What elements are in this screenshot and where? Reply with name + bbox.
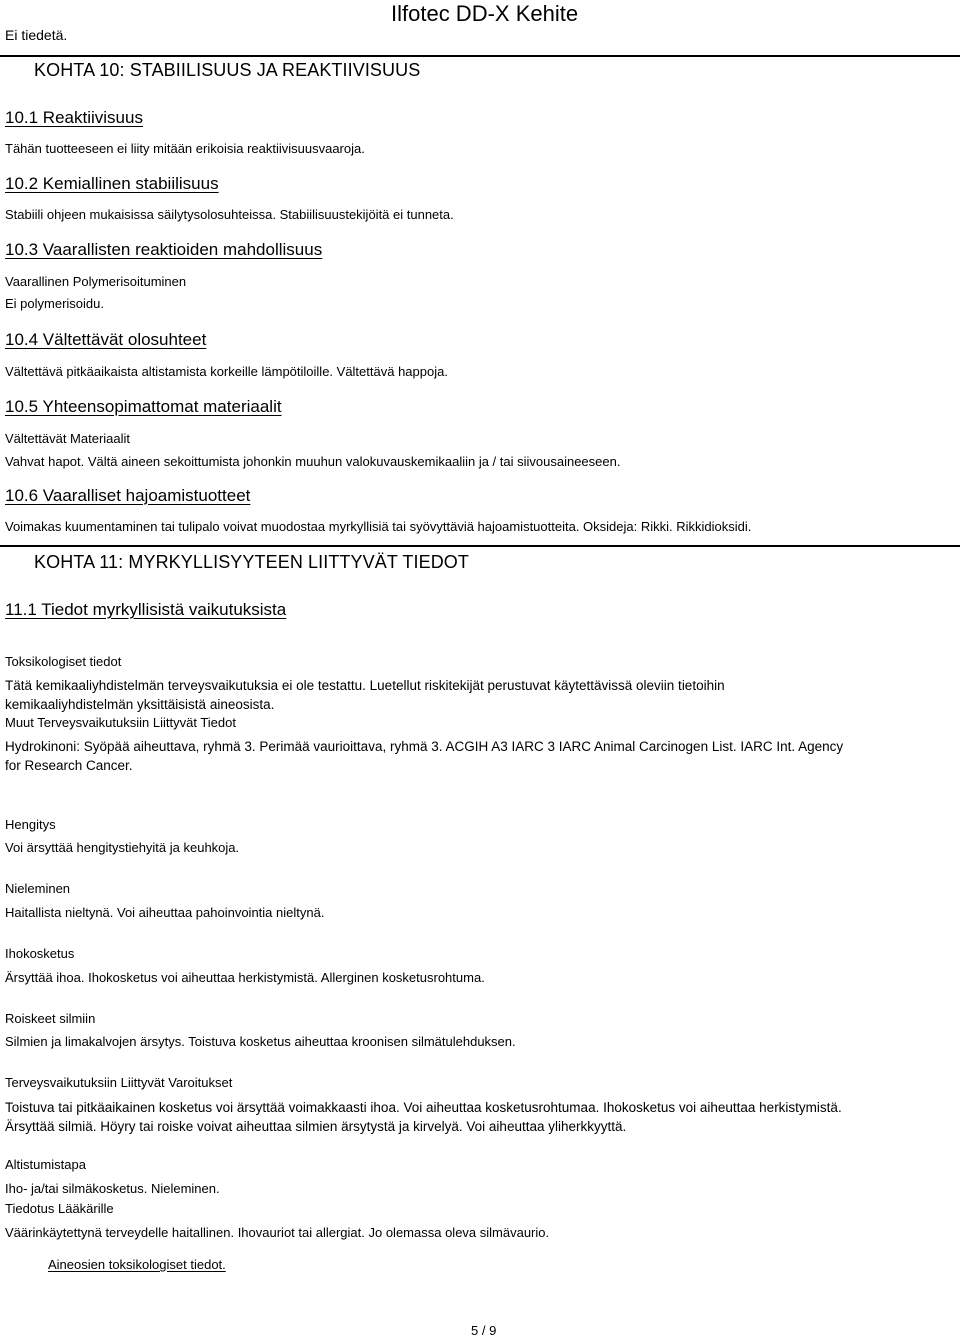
document-title: Ilfotec DD-X Kehite (391, 1, 579, 26)
physician-text: Väärinkäytettynä terveydelle haitallinen. Ihovauriot tai allergiat. Jo olemassa oleva silmävaurio. (5, 1225, 550, 1240)
tox-label: Toksikologiset tiedot (5, 654, 122, 669)
polymerisation-text: Ei polymerisoidu. (5, 296, 104, 311)
subsection-10-2-title: 10.2 Kemiallinen stabiilisuus (5, 174, 219, 193)
section-divider (0, 545, 960, 547)
materials-label: Vältettävät Materiaalit (5, 431, 131, 446)
tox-text: Tätä kemikaaliyhdistelmän terveysvaikutuksia ei ole testattu. Luetellut riskitekijät perustuvat käytettävissä oleviin tietoihin kemikaaliyhdistelmän yksittäisistä aineosista. (5, 678, 725, 712)
section-11-title: KOHTA 11: MYRKYLLISYYTEEN LIITTYVÄT TIEDOT (34, 552, 469, 572)
eye-label: Roiskeet silmiin (5, 1011, 96, 1026)
reactivity-text: Tähän tuotteeseen ei liity mitään erikoisia reaktiivisuusvaaroja. (5, 141, 365, 156)
ingestion-label: Nieleminen (5, 881, 71, 896)
skin-label: Ihokosketus (5, 946, 75, 961)
inhalation-text: Voi ärsyttää hengitystiehyitä ja keuhkoja. (5, 840, 240, 855)
subsection-10-5-title: 10.5 Yhteensopimattomat materiaalit (5, 397, 282, 416)
polymerisation-label: Vaarallinen Polymerisoituminen (5, 274, 187, 289)
materials-text: Vahvat hapot. Vältä aineen sekoittumista johonkin muuhun valokuvauskemikaaliin ja / tai siivousaineeseen. (5, 454, 621, 469)
other-health-label: Muut Terveysvaikutuksiin Liittyvät Tiedot (5, 715, 236, 730)
ingestion-text: Haitallista nieltynä. Voi aiheuttaa pahoinvointia nieltynä. (5, 905, 325, 920)
section-10-title: KOHTA 10: STABIILISUUS JA REAKTIIVISUUS (34, 60, 421, 80)
header-left-text: Ei tiedetä. (5, 27, 68, 43)
page-number: 5 / 9 (471, 1323, 497, 1338)
decomposition-text: Voimakas kuumentaminen tai tulipalo voivat muodostaa myrkyllisiä tai syövyttäviä hajoamistuotteita. Oksideja: Rikki. Rikkidioksidi. (5, 519, 752, 534)
other-health-text: Hydrokinoni: Syöpää aiheuttava, ryhmä 3. Perimää vaurioittava, ryhmä 3. ACGIH A3 IARC 3 IARC Animal Carcinogen List. IARC Int. Agency for Research Cancer. (5, 739, 844, 773)
subsection-11-1-title: 11.1 Tiedot myrkyllisistä vaikutuksista (5, 600, 287, 619)
eye-text: Silmien ja limakalvojen ärsytys. Toistuva kosketus aiheuttaa kroonisen silmätulehduksen. (5, 1034, 516, 1049)
inhalation-label: Hengitys (5, 817, 56, 832)
stability-text: Stabiili ohjeen mukaisissa säilytysolosuhteissa. Stabiilisuustekijöitä ei tunneta. (5, 207, 454, 222)
section-divider (0, 55, 960, 57)
skin-text: Ärsyttää ihoa. Ihokosketus voi aiheuttaa herkistymistä. Allerginen kosketusrohtuma. (5, 970, 485, 985)
exposure-route-label: Altistumistapa (5, 1157, 86, 1172)
subsection-10-3-title: 10.3 Vaarallisten reaktioiden mahdollisuus (5, 240, 323, 259)
subsection-10-1-title: 10.1 Reaktiivisuus (5, 108, 143, 127)
component-tox-link[interactable]: Aineosien toksikologiset tiedot. (48, 1257, 226, 1272)
conditions-text: Vältettävä pitkäaikaista altistamista korkeille lämpötiloille. Vältettävä happoja. (5, 364, 448, 379)
warnings-label: Terveysvaikutuksiin Liittyvät Varoitukset (5, 1075, 233, 1090)
exposure-route-text: Iho- ja/tai silmäkosketus. Nieleminen. (5, 1181, 220, 1196)
physician-label: Tiedotus Lääkärille (5, 1201, 114, 1216)
subsection-10-6-title: 10.6 Vaaralliset hajoamistuotteet (5, 486, 251, 505)
subsection-10-4-title: 10.4 Vältettävät olosuhteet (5, 330, 207, 349)
warnings-text: Toistuva tai pitkäaikainen kosketus voi ärsyttää voimakkaasti ihoa. Voi aiheuttaa kosketusrohtumaa. Ihokosketus voi aiheuttaa herkistymistä. Ärsyttää silmiä. Höyry tai roiske voivat aiheuttaa silmien ärsytystä ja kirvelyä. Voi aiheuttaa yliherkkyyttä. (5, 1100, 842, 1134)
